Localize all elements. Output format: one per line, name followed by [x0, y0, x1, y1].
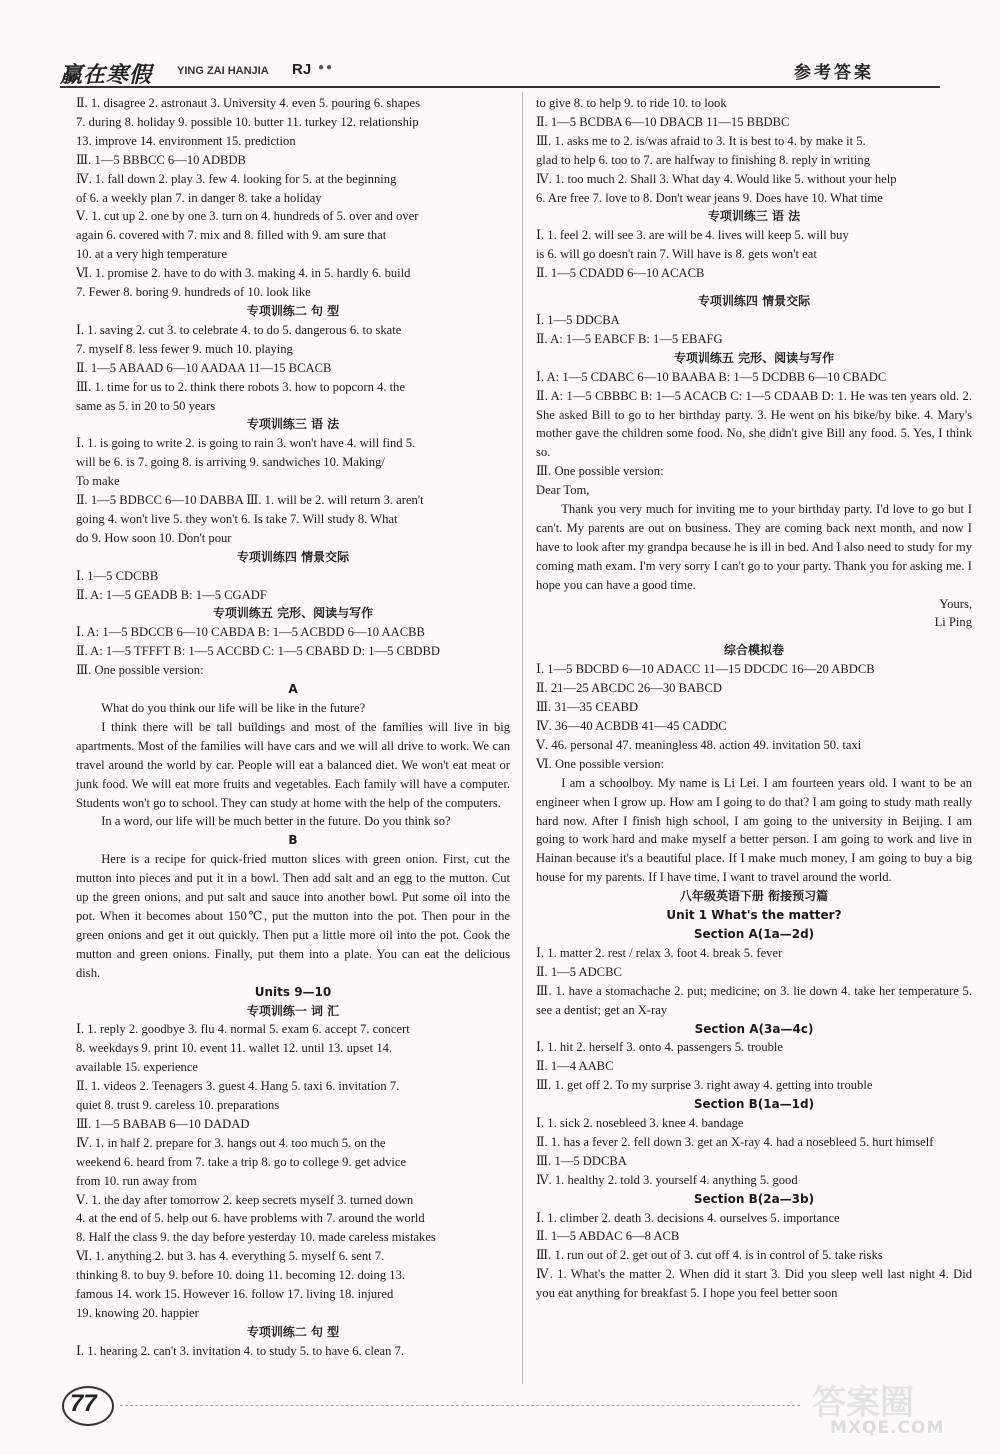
answer-line: 13. improve 14. environment 15. prediction — [76, 133, 296, 148]
answer-line: Ⅲ. 1—5 BABAB 6—10 DADAD — [76, 1116, 250, 1131]
answer-line: Ⅲ. 1. time for us to 2. think there robots 3. how to popcorn 4. the — [76, 379, 406, 394]
answer-line: glad to help 6. too to 7. are halfway to finishing 8. reply in writing — [536, 152, 871, 167]
column-divider — [522, 92, 523, 1384]
answer-line: Ⅴ. 1. the day after tomorrow 2. keep secrets myself 3. turned down — [76, 1192, 414, 1207]
edition-label: RJ — [292, 61, 312, 78]
section-heading: 专项训练三 语 法 — [246, 417, 340, 432]
answer-line: Ⅲ. 31—35 CEABD — [536, 700, 639, 715]
answer-line: I think there will be tall buildings and most of the families will live in big apartments. Most of the families will have cars and we will all drive to work. We can travel around the world by car. People will eat a balanced diet. We won't eat meat or junk food. We will eat more fruits and vegetables. Each family will have a computer. Students won't go to school. They can study at home with the help of the computers. — [76, 719, 510, 810]
answer-line: 7. Fewer 8. boring 9. hundreds of 10. look like — [76, 285, 311, 300]
section-heading: Units 9—10 — [254, 984, 332, 999]
section-heading: 专项训练四 情景交际 — [697, 294, 811, 309]
section-heading: 专项训练一 词 汇 — [246, 1003, 340, 1018]
answer-line: Ⅲ. 1. have a stomachache 2. put; medicine; on 3. lie down 4. take her temperature 5. see a dentist; get an X-ray — [536, 983, 972, 1017]
answer-line: Ⅰ. 1—5 BDCBD 6—10 ADACC 11—15 DDCDC 16—20 ABDCB — [536, 662, 875, 677]
answer-line: Ⅲ. 1—5 DDCBA — [536, 1153, 627, 1168]
section-heading: Section A(1a—2d) — [693, 926, 815, 941]
answer-line: Ⅵ. 1. anything 2. but 3. has 4. everything 5. myself 6. sent 7. — [76, 1249, 385, 1264]
answer-line: Dear Tom, — [536, 483, 590, 498]
answer-line: Ⅱ. A: 1—5 CBBBC B: 1—5 ACACB C: 1—5 CDAAB D: 1. He was ten years old. 2. She asked Bill to go to her birthday party. 3. He went on his bike/by bike. 4. Mary's mother gave the children some food. No, she didn't give Bill any food. 5. Yes, I think so. — [536, 388, 972, 460]
answer-line: quiet 8. trust 9. careless 10. preparations — [76, 1098, 280, 1113]
section-heading: B — [288, 833, 298, 848]
section-heading: 专项训练五 完形、阅读与写作 — [212, 606, 374, 621]
answer-line: 7. myself 8. less fewer 9. much 10. playing — [76, 341, 293, 356]
section-heading: 专项训练二 句 型 — [246, 1324, 340, 1339]
answer-line: Ⅱ. 1. disagree 2. astronaut 3. University 4. even 5. pouring 6. shapes — [76, 96, 420, 110]
answer-line: Ⅰ. 1—5 CDCBB — [76, 568, 159, 583]
answer-line: Ⅳ. 1. in half 2. prepare for 3. hangs out 4. too much 5. on the — [76, 1135, 386, 1150]
answer-line: Ⅳ. 1. healthy 2. told 3. yourself 4. anything 5. good — [536, 1172, 798, 1187]
answer-line: Ⅰ. A: 1—5 BDCCB 6—10 CABDA B: 1—5 ACBDD 6—10 AACBB — [76, 625, 425, 640]
answer-line: Ⅰ. A: 1—5 CDABC 6—10 BAABA B: 1—5 DCDBB 6—10 CBADC — [536, 369, 887, 384]
answer-line: 6. Are free 7. love to 8. Don't wear jeans 9. Does have 10. What time — [536, 190, 883, 205]
answer-line: Ⅲ. One possible version: — [536, 464, 664, 479]
answer-line: Ⅲ. 1. get off 2. To my surprise 3. right away 4. getting into trouble — [536, 1078, 873, 1093]
answer-line: again 6. covered with 7. mix and 8. filled with 9. am sure that — [76, 228, 387, 243]
answer-line: 8. Half the class 9. the day before yesterday 10. made careless mistakes — [76, 1230, 436, 1245]
answer-line: available 15. experience — [76, 1060, 199, 1075]
answer-line: Ⅰ. 1. climber 2. death 3. decisions 4. ourselves 5. importance — [536, 1210, 840, 1225]
answer-line: Ⅳ. 1. too much 2. Shall 3. What day 4. Would like 5. without your help — [536, 171, 897, 186]
answer-line: Yours, — [939, 596, 972, 611]
answer-line: Thank you very much for inviting me to your birthday party. I'd love to go but I can't. My parents are out on business. They are coming back next month, and now I have to look after my grandpa because he is ill in bed. And I also need to study for my coming math exam. I'm very sorry I can't go to your party. Thank you for asking me. I hope you can have a good time. — [536, 502, 972, 592]
answer-line: 7. during 8. holiday 9. possible 10. butter 11. turkey 12. relationship — [76, 114, 419, 129]
answer-line: will be 6. is 7. going 8. is arriving 9. sandwiches 10. Making/ — [76, 455, 385, 470]
answer-line: Ⅱ. 1. videos 2. Teenagers 3. guest 4. Hang 5. taxi 6. invitation 7. — [76, 1079, 400, 1094]
section-heading: A — [288, 682, 298, 697]
answer-line: is 6. will go doesn't rain 7. Will have is 8. gets won't eat — [536, 247, 817, 262]
answer-line — [536, 283, 972, 292]
answer-line: Ⅵ. One possible version: — [536, 756, 665, 771]
answer-line: Ⅱ. 21—25 ABCDC 26—30 BABCD — [536, 681, 722, 696]
answer-line: Ⅱ. A: 1—5 GEADB B: 1—5 CGADF — [76, 587, 267, 602]
answer-line: Ⅴ. 46. personal 47. meaningless 48. action 49. invitation 50. taxi — [536, 737, 862, 752]
answer-line: Ⅰ. 1. matter 2. rest / relax 3. foot 4. break 5. fever — [536, 945, 783, 960]
answer-line: Ⅲ. One possible version: — [76, 663, 204, 678]
answer-line: Ⅰ. 1. saving 2. cut 3. to celebrate 4. to do 5. dangerous 6. to skate — [76, 322, 402, 337]
page-header — [60, 56, 940, 88]
answer-line: Ⅰ. 1. reply 2. goodbye 3. flu 4. normal 5. exam 6. accept 7. concert — [76, 1022, 410, 1037]
section-heading: Section A(3a—4c) — [694, 1021, 814, 1036]
answer-line: To make — [76, 474, 120, 489]
answer-line: to give 8. to help 9. to ride 10. to look — [536, 96, 727, 110]
brand-title: 赢在寒假 — [60, 63, 153, 88]
answer-line: Ⅱ. 1—5 BDBCC 6—10 DABBA Ⅲ. 1. will be 2. will return 3. aren't — [76, 493, 424, 508]
answer-line: Ⅱ. 1—5 ADCBC — [536, 964, 622, 979]
section-heading: 专项训练四 情景交际 — [236, 549, 350, 564]
answer-line: thinking 8. to buy 9. before 10. doing 11. becoming 12. doing 13. — [76, 1268, 406, 1283]
footer-rule — [120, 1405, 800, 1406]
answer-line: Ⅱ. 1—5 ABAAD 6—10 AADAA 11—15 BCACB — [76, 360, 332, 375]
answer-line: I am a schoolboy. My name is Li Lei. I am fourteen years old. I want to be an engineer when I grow up. How am I going to do that? I am going to study math really hard now. After I finish high school, I am going to the university in Beijing. I am going to work hard and make myself a better person. I am going to work and live in Hainan because it's a beautiful place. If I make much money, I am going to buy a big house for my parents. If I have time, I want to travel around the world. — [536, 775, 972, 885]
answer-line: Ⅳ. 1. fall down 2. play 3. few 4. looking for 5. at the beginning — [76, 171, 397, 186]
answer-line: Ⅰ. 1—5 DDCBA — [536, 312, 620, 327]
header-rule — [60, 86, 940, 88]
page-number: 77 — [70, 1390, 97, 1417]
answer-line: from 10. run away from — [76, 1173, 197, 1188]
answer-line: going 4. won't live 5. they won't 6. Is take 7. Will study 8. What — [76, 511, 398, 526]
answer-line: Ⅳ. 1. What's the matter 2. When did it start 3. Did you sleep well last night 4. Did you eat anything for breakfast 5. I hope you feel better soon — [536, 1267, 972, 1301]
answer-line: Ⅰ. 1. is going to write 2. is going to rain 3. won't have 4. will find 5. — [76, 436, 416, 451]
section-heading: 八年级英语下册 衔接预习篇 — [679, 889, 829, 904]
answer-line: Ⅱ. A: 1—5 TFFFT B: 1—5 ACCBD C: 1—5 CBABD D: 1—5 CBDBD — [76, 644, 440, 659]
section-title: 参考答案 — [794, 63, 874, 83]
left-column — [76, 94, 510, 1361]
answer-line: Ⅱ. A: 1—5 EABCF B: 1—5 EBAFG — [536, 331, 723, 346]
right-column — [536, 94, 972, 1303]
section-heading: Section B(1a—1d) — [693, 1097, 815, 1112]
answer-line: do 9. How soon 10. Don't pour — [76, 530, 232, 545]
answer-line: Li Ping — [934, 615, 972, 630]
brand-pinyin: YING ZAI HANJIA — [177, 65, 269, 77]
answer-line: Ⅱ. 1—5 CDADD 6—10 ACACB — [536, 266, 705, 281]
answer-line: In a word, our life will be much better in the future. Do you think so? — [101, 814, 451, 829]
answer-line — [536, 632, 972, 641]
answer-line: Here is a recipe for quick-fried mutton slices with green onion. First, cut the mutton into pieces and put it in a bowl. Then add salt and an egg to the mutton. Cut up the green onions, and put salt and sauce into another bowl. Put some oil into the pot. When it becomes about 150℃, put the mutton into the pot. Then pour in the green onions and get it out quickly. Then put a little more oil into the pot. Cook the mutton and green onions. Finally, put them into a plate. You can eat the delicious dish. — [76, 852, 510, 980]
answer-line: famous 14. work 15. However 16. follow 17. living 18. injured — [76, 1287, 394, 1302]
answer-line: Ⅴ. 1. cut up 2. one by one 3. turn on 4. hundreds of 5. over and over — [76, 209, 419, 224]
answer-line: Ⅰ. 1. hearing 2. can't 3. invitation 4. to study 5. to have 6. clean 7. — [76, 1343, 404, 1358]
answer-line: same as 5. in 20 to 50 years — [76, 398, 216, 413]
answer-line: Ⅲ. 1. asks me to 2. is/was afraid to 3. It is best to 4. by make it 5. — [536, 133, 866, 148]
section-heading: Section B(2a—3b) — [693, 1191, 815, 1206]
section-heading: 专项训练二 句 型 — [246, 303, 340, 318]
answer-line: Ⅱ. 1—4 AABC — [536, 1059, 614, 1074]
answer-line: of 6. a weekly plan 7. in danger 8. take a holiday — [76, 190, 322, 205]
section-heading: 专项训练五 完形、阅读与写作 — [673, 350, 835, 365]
answer-line: 10. at a very high temperature — [76, 247, 228, 262]
answer-line: Ⅰ. 1. sick 2. nosebleed 3. knee 4. bandage — [536, 1116, 744, 1131]
answer-line: What do you think our life will be like in the future? — [101, 701, 366, 715]
answer-line: Ⅵ. 1. promise 2. have to do with 3. making 4. in 5. hardly 6. build — [76, 266, 411, 281]
answer-line: Ⅲ. 1—5 BBBCC 6—10 ADBDB — [76, 152, 246, 167]
answer-line: Ⅳ. 36—40 ACBDB 41—45 CADDC — [536, 719, 727, 733]
answer-line: Ⅱ. 1. has a fever 2. fell down 3. get an X-ray 4. had a nosebleed 5. hurt himself — [536, 1134, 934, 1149]
answer-line: Ⅰ. 1. feel 2. will see 3. are will be 4. lives will keep 5. will buy — [536, 228, 849, 243]
watermark-url: MXQE.COM — [830, 1418, 945, 1438]
watermark-logo: 答案圈 — [812, 1383, 914, 1423]
section-heading: 专项训练三 语 法 — [707, 209, 801, 224]
section-heading: 综合模拟卷 — [723, 643, 784, 658]
answer-line: Ⅱ. 1—5 BCDBA 6—10 DBACB 11—15 BBDBC — [536, 114, 790, 129]
answer-line: Ⅱ. 1—5 ABDAC 6—8 ACB — [536, 1229, 680, 1244]
answer-line: Ⅰ. 1. hit 2. herself 3. onto 4. passengers 5. trouble — [536, 1040, 784, 1055]
answer-line: 19. knowing 20. happier — [76, 1306, 199, 1320]
answer-line: 4. at the end of 5. help out 6. have problems with 7. around the world — [76, 1211, 425, 1226]
answer-line: Ⅲ. 1. run out of 2. get out of 3. cut off 4. is in control of 5. take risks — [536, 1248, 883, 1263]
decorative-dots-icon: ●● — [318, 62, 335, 73]
answer-line: 8. weekdays 9. print 10. event 11. wallet 12. until 13. upset 14. — [76, 1041, 393, 1056]
section-heading: Unit 1 What's the matter? — [666, 908, 842, 923]
answer-line: weekend 6. heard from 7. take a trip 8. go to college 9. get advice — [76, 1154, 407, 1169]
